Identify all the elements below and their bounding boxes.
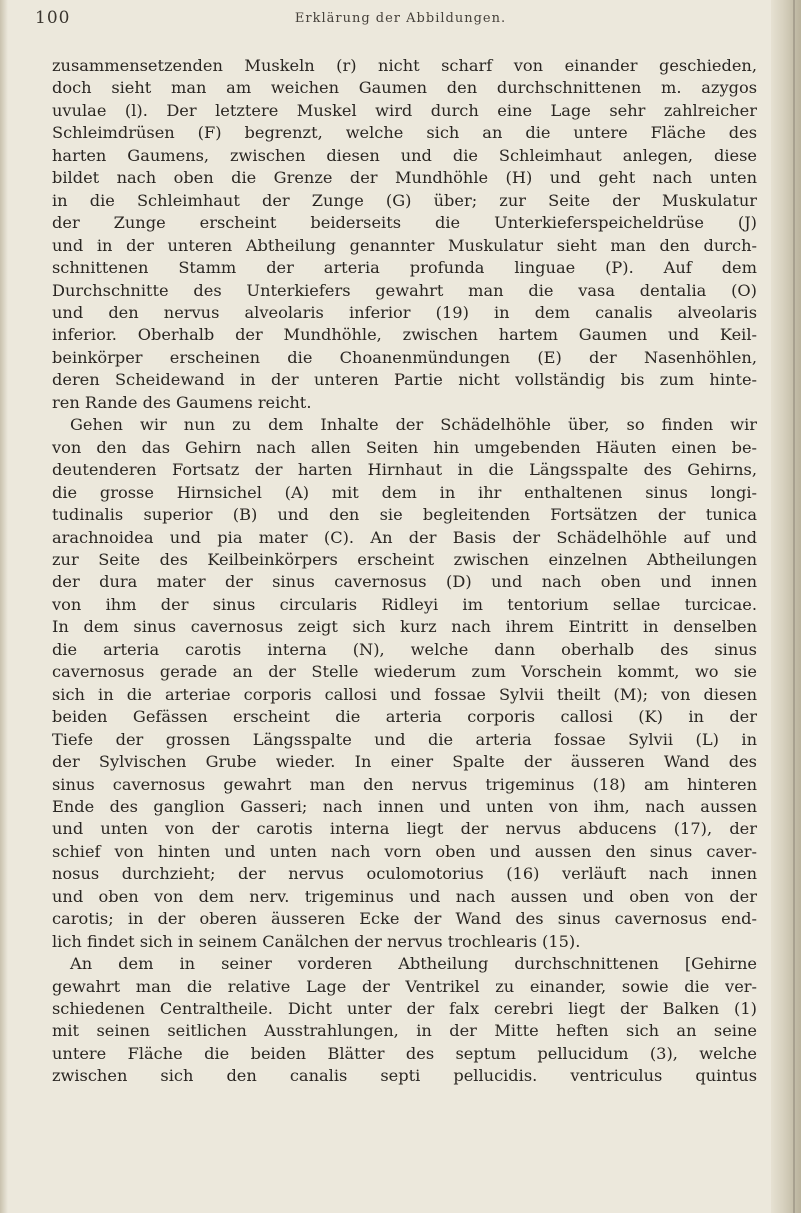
text-line: und in der unteren Abtheilung genannter Muskulatur sieht man den durch-	[52, 235, 757, 255]
text-line: und unten von der carotis interna liegt der nervus abducens (17), der	[52, 819, 757, 839]
text-line: schnittenen Stamm der arteria profunda linguae (P). Auf dem	[52, 258, 757, 278]
text-line: gewahrt man die relative Lage der Ventrikel zu einander, sowie die ver-	[52, 976, 757, 996]
text-line: die grosse Hirnsichel (A) mit dem in ihr enthaltenen sinus longi-	[52, 482, 757, 502]
text-line: sinus cavernosus gewahrt man den nervus trigeminus (18) am hinteren	[52, 774, 757, 794]
text-line: inferior. Oberhalb der Mundhöhle, zwischen hartem Gaumen und Keil-	[52, 325, 757, 345]
text-line: In dem sinus cavernosus zeigt sich kurz nach ihrem Eintritt in denselben	[52, 617, 757, 637]
text-line: beinkörper erscheinen die Choanenmündungen (E) der Nasenhöhlen,	[52, 347, 757, 367]
text-line: An dem in seiner vorderen Abtheilung durchschnittenen [Gehirne	[70, 954, 757, 974]
text-line: nosus durchzieht; der nervus oculomotorius (16) verläuft nach innen	[52, 864, 757, 884]
text-line: uvulae (l). Der letztere Muskel wird durch eine Lage sehr zahlreicher	[52, 100, 757, 120]
text-line: deutenderen Fortsatz der harten Hirnhaut in die Längsspalte des Gehirns,	[52, 460, 757, 480]
text-line: in die Schleimhaut der Zunge (G) über; zur Seite der Muskulatur	[52, 190, 757, 210]
text-line: zusammensetzenden Muskeln (r) nicht scharf von einander geschieden,	[52, 56, 757, 75]
text-line: doch sieht man am weichen Gaumen den durchschnittenen m. azygos	[52, 78, 757, 98]
text-line: carotis; in der oberen äusseren Ecke der Wand des sinus cavernosus end-	[52, 909, 757, 929]
text-line: zwischen sich den canalis septi pellucidis. ventriculus quintus	[52, 1066, 757, 1086]
text-line: der Zunge erscheint beiderseits die Unterkieferspeicheldrüse (J)	[52, 213, 757, 233]
text-line: Gehen wir nun zu dem Inhalte der Schädelhöhle über, so finden wir	[70, 415, 757, 435]
text-line: bildet nach oben die Grenze der Mundhöhle (H) und geht nach unten	[52, 168, 757, 188]
text-line: Ende des ganglion Gasseri; nach innen und unten von ihm, nach aussen	[52, 796, 757, 816]
page-edge	[771, 0, 801, 1213]
text-line: beiden Gefässen erscheint die arteria corporis callosi (K) in der	[52, 707, 757, 727]
text-line: Durchschnitte des Unterkiefers gewahrt man die vasa dentalia (O)	[52, 280, 757, 300]
text-line: untere Fläche die beiden Blätter des septum pellucidum (3), welche	[52, 1043, 757, 1063]
text-line: und oben von dem nerv. trigeminus und nach aussen und oben von der	[52, 886, 757, 906]
text-line: schief von hinten und unten nach vorn oben und aussen den sinus caver-	[52, 841, 757, 861]
text-line: zur Seite des Keilbeinkörpers erscheint zwischen einzelnen Abtheilungen	[52, 549, 757, 569]
text-line: der dura mater der sinus cavernosus (D) und nach oben und innen	[52, 572, 757, 592]
text-line: arachnoidea und pia mater (C). An der Basis der Schädelhöhle auf und	[52, 527, 757, 547]
body-text	[52, 55, 757, 1088]
text-line: harten Gaumens, zwischen diesen und die Schleimhaut anlegen, diese	[52, 145, 757, 165]
text-line: schiedenen Centraltheile. Dicht unter der falx cerebri liegt der Balken (1)	[52, 999, 757, 1019]
page-gutter-shadow	[0, 0, 8, 1213]
text-line: mit seinen seitlichen Ausstrahlungen, in der Mitte heften sich an seine	[52, 1021, 757, 1041]
text-line: ren Rande des Gaumens reicht.	[52, 392, 312, 412]
text-line: und den nervus alveolaris inferior (19) in dem canalis alveolaris	[52, 302, 757, 322]
text-line: Schleimdrüsen (F) begrenzt, welche sich an die untere Fläche des	[52, 123, 757, 143]
text-line: von ihm der sinus circularis Ridleyi im tentorium sellae turcicae.	[52, 594, 757, 614]
text-line: deren Scheidewand in der unteren Partie nicht vollständig bis zum hinte-	[52, 370, 757, 390]
text-line: tudinalis superior (B) und den sie begleitenden Fortsätzen der tunica	[52, 505, 757, 525]
page-number: 100	[35, 8, 71, 28]
text-line: die arteria carotis interna (N), welche dann oberhalb des sinus	[52, 639, 757, 659]
text-line: sich in die arteriae corporis callosi und fossae Sylvii theilt (M); von diesen	[52, 684, 757, 704]
text-line: von den das Gehirn nach allen Seiten hin umgebenden Häuten einen be-	[52, 437, 757, 457]
text-line: der Sylvischen Grube wieder. In einer Spalte der äusseren Wand des	[52, 752, 757, 772]
text-line: lich findet sich in seinem Canälchen der nervus trochlearis (15).	[52, 931, 581, 951]
running-head: Erklärung der Abbildungen.	[294, 11, 507, 26]
text-line: Tiefe der grossen Längsspalte und die arteria fossae Sylvii (L) in	[52, 729, 757, 749]
text-line: cavernosus gerade an der Stelle wiederum zum Vorschein kommt, wo sie	[52, 662, 757, 682]
